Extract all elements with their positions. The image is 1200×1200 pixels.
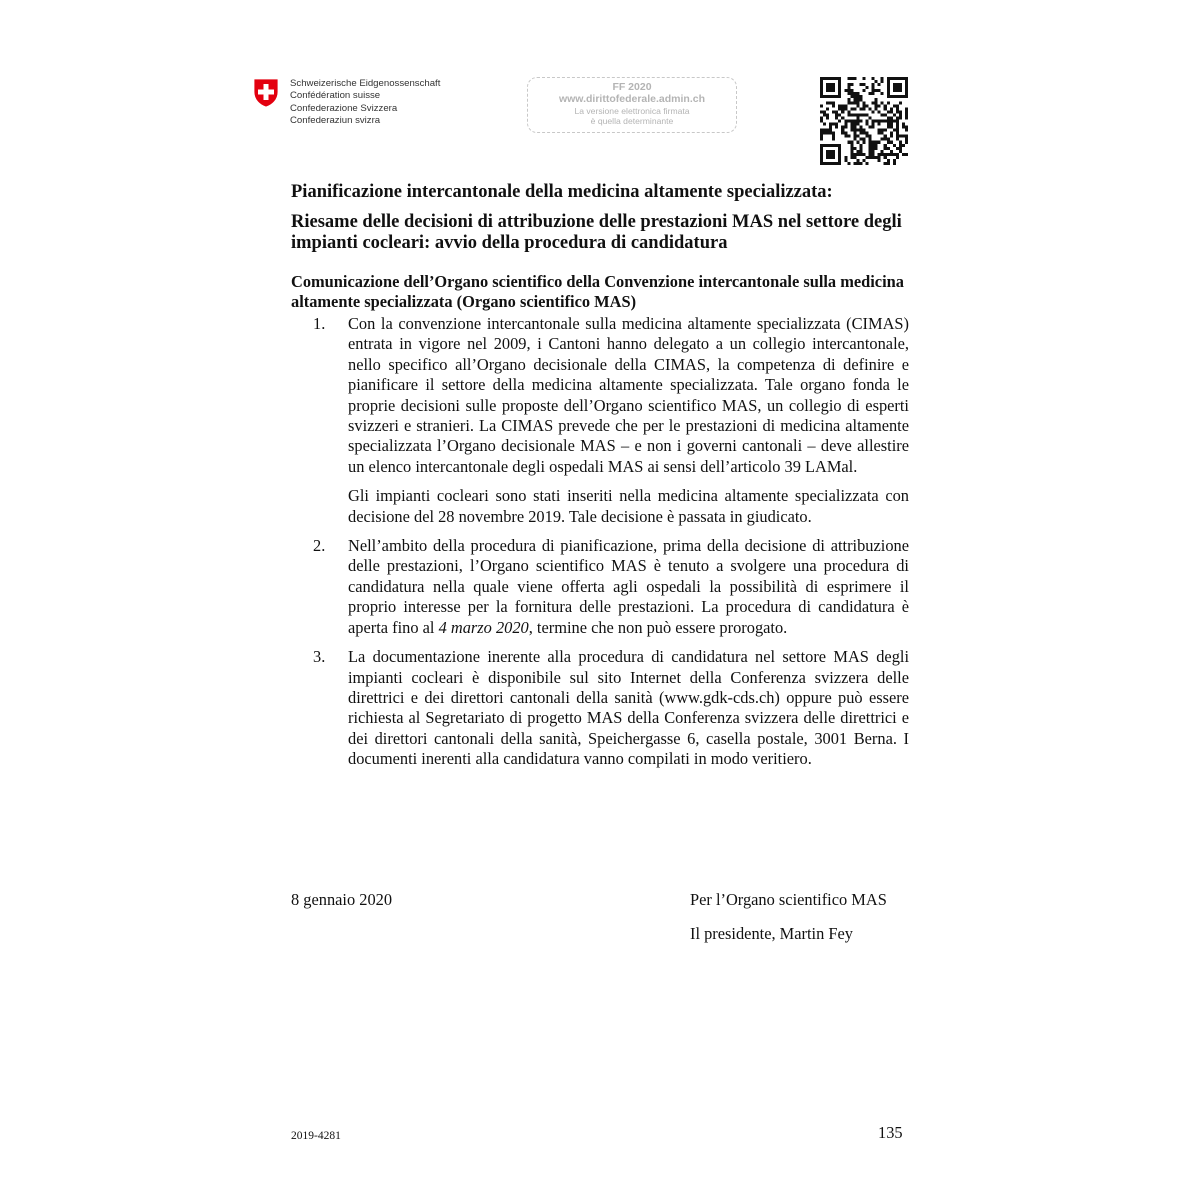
federal-law-stamp: [527, 77, 737, 133]
stamp-url: www.dirittofederale.admin.ch: [558, 93, 706, 105]
confederation-line-rm: Confederaziun svizra: [290, 115, 381, 127]
item-number: 3.: [313, 647, 326, 667]
list-item: [291, 647, 909, 769]
stamp-note-2: è quella determinante: [590, 116, 674, 126]
qr-code-icon: [820, 77, 908, 165]
item-text: Nell’ambito della procedura di pianificazione, prima della decisione di attribuzione delle prestazioni, l’Organo scientifico MAS è tenuto a svolgere una procedura di candidatura nella quale viene offerta agli ospedali la possibilità di esprimere il proprio interesse per la fornitura delle prestazioni. La procedura di candidatura è aperta fino al: [348, 536, 909, 637]
confederation-line-fr: Confédération suisse: [290, 90, 381, 102]
item-number: 1.: [313, 314, 326, 333]
document-title-sub: Riesame delle decisioni di attribuzione delle prestazioni MAS nel settore degli impianti cocleari: avvio della procedura di candidatura: [291, 212, 902, 253]
stamp-note-1: La versione elettronica firmata: [574, 106, 690, 116]
item-text: , termine che non può essere prorogato.: [528, 617, 788, 637]
page-number: 135: [878, 1123, 903, 1142]
confederation-name: [290, 78, 440, 128]
document-number: 2019-4281: [291, 1130, 341, 1142]
swiss-crest-icon: [253, 78, 279, 108]
page-header: [0, 0, 1200, 180]
list-item: [291, 536, 909, 638]
document-body: [291, 182, 909, 779]
signature-president: Il presidente, Martin Fey: [690, 924, 853, 943]
confederation-line-it: Confederazione Svizzera: [290, 102, 398, 114]
item-paragraph: [348, 536, 909, 638]
communication-heading: Comunicazione dell’Organo scientifico della Convenzione intercantonale sulla medicina altamente specializzata (Organo scientifico MAS): [291, 272, 904, 311]
item-paragraph: La documentazione inerente alla procedura di candidatura nel settore MAS degli impianti cocleari è disponibile sul sito Internet della Conferenza svizzera delle direttrici e dei direttori cantonali della sanità (www.gdk-cds.ch) oppure può essere richiesta al Segretariato di progetto MAS della Conferenza svizzera delle direttrici e dei direttori cantonali della sanità, Speichergasse 6, casella postale, 3001 Berna. I documenti inerenti alla candidatura vanno compilati in modo veritiero.: [348, 647, 909, 769]
document-title: Pianificazione intercantonale della medicina altamente specializzata:: [291, 182, 833, 202]
item-paragraph: Gli impianti cocleari sono stati inseriti nella medicina altamente specializzata con decisione del 28 novembre 2019. Tale decisione è passata in giudicato.: [348, 486, 909, 526]
list-item: [291, 314, 909, 527]
item-paragraph: Con la convenzione intercantonale sulla medicina altamente specializzata (CIMAS) entrata in vigore nel 2009, i Cantoni hanno delegato a un collegio intercantonale, nello specifico all’Organo decisionale della CIMAS, la competenza di definire e pianificare il settore della medicina altamente specializzata. Tale organo fonda le proprie decisioni sulle proposte dell’Organo scientifico MAS, un collegio di esperti svizzeri e stranieri. La CIMAS prevede che per le prestazioni di medicina altamente specializzata l’Organo decisionale MAS – e non i governi cantonali – deve allestire un elenco intercantonale degli ospedali MAS ai sensi dell’articolo 39 LAMal.: [348, 314, 909, 476]
document-date: 8 gennaio 2020: [291, 890, 393, 909]
stamp-issue: FF 2020: [612, 81, 652, 93]
item-number: 2.: [313, 536, 326, 556]
signature-organ: Per l’Organo scientifico MAS: [690, 890, 887, 909]
deadline-date: 4 marzo 2020: [438, 617, 529, 637]
numbered-list: [291, 314, 909, 770]
confederation-line-de: Schweizerische Eidgenossenschaft: [290, 78, 441, 89]
